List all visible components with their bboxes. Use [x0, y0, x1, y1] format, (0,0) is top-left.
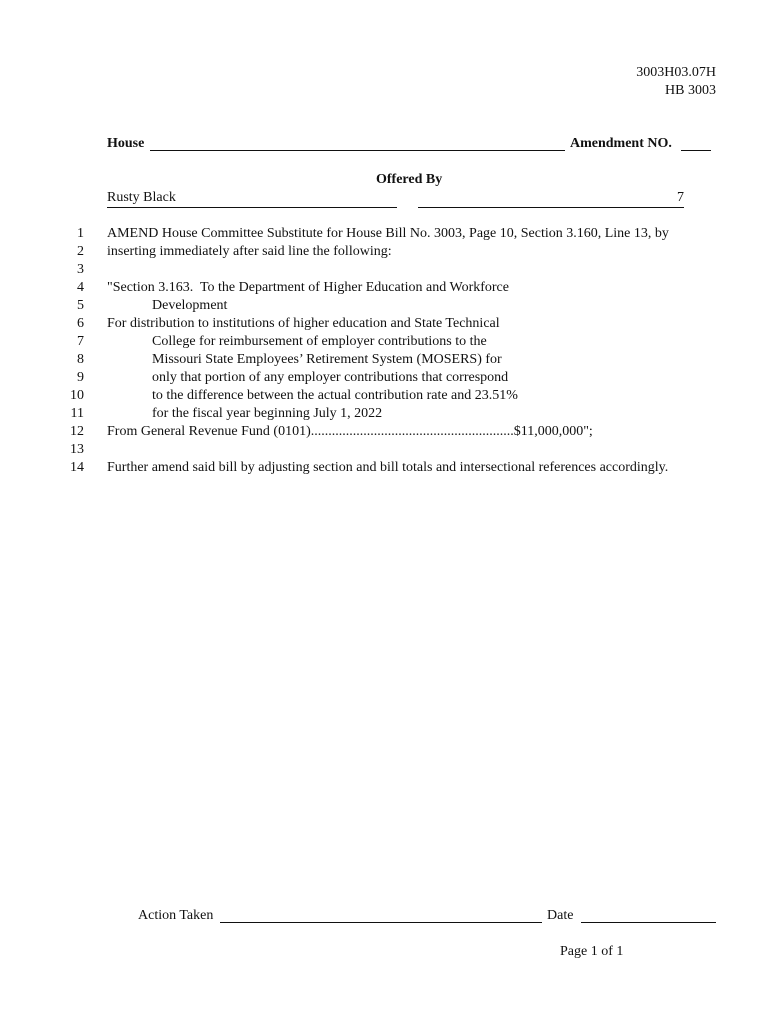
line-text: "Section 3.163. To the Department of Higher Education and Workforce [107, 280, 509, 295]
line-number: 12 [70, 424, 84, 439]
line-text: only that portion of any employer contributions that correspond [152, 370, 509, 385]
line-number: 5 [77, 298, 84, 313]
house-label: House [107, 136, 145, 151]
date-label: Date [547, 908, 574, 923]
line-text: From General Revenue Fund (0101)..........................................................$11,000,000"; [107, 424, 593, 439]
document-code: 3003H03.07H [636, 65, 716, 80]
line-number: 4 [77, 280, 84, 295]
action-taken-blank [220, 922, 542, 923]
bill-number: HB 3003 [665, 83, 716, 98]
line-text: Further amend said bill by adjusting section and bill totals and intersectional references accordingly. [107, 460, 669, 475]
amendment-label: Amendment NO. [570, 136, 672, 151]
line-text: College for reimbursement of employer contributions to the [152, 334, 487, 349]
line-text: Development [152, 298, 228, 313]
district-number: 7 [677, 190, 684, 205]
date-blank [581, 922, 716, 923]
sponsor-name: Rusty Black [107, 190, 176, 205]
line-text: For distribution to institutions of higher education and State Technical [107, 316, 500, 331]
line-text: for the fiscal year beginning July 1, 2022 [152, 406, 383, 421]
line-number: 14 [70, 460, 84, 475]
offered-by-title: Offered By [376, 172, 443, 187]
line-text: Missouri State Employees’ Retirement System (MOSERS) for [152, 352, 502, 367]
amendment-number-blank [681, 150, 711, 151]
line-text: AMEND House Committee Substitute for House Bill No. 3003, Page 10, Section 3.160, Line 13, by [107, 226, 669, 241]
line-number: 6 [77, 316, 84, 331]
line-number: 8 [77, 352, 84, 367]
line-number: 13 [70, 442, 84, 457]
line-number: 10 [70, 388, 84, 403]
line-text: inserting immediately after said line the following: [107, 244, 392, 259]
district-line [418, 189, 684, 208]
house-blank-line [150, 150, 565, 151]
page-number: Page 1 of 1 [560, 944, 624, 959]
line-number: 2 [77, 244, 84, 259]
line-number: 11 [70, 406, 84, 421]
sponsor-line [107, 189, 397, 208]
line-number: 7 [77, 334, 84, 349]
line-number: 9 [77, 370, 84, 385]
line-number: 3 [77, 262, 84, 277]
action-taken-label: Action Taken [138, 908, 214, 923]
line-text: to the difference between the actual contribution rate and 23.51% [152, 388, 518, 403]
line-number: 1 [77, 226, 84, 241]
